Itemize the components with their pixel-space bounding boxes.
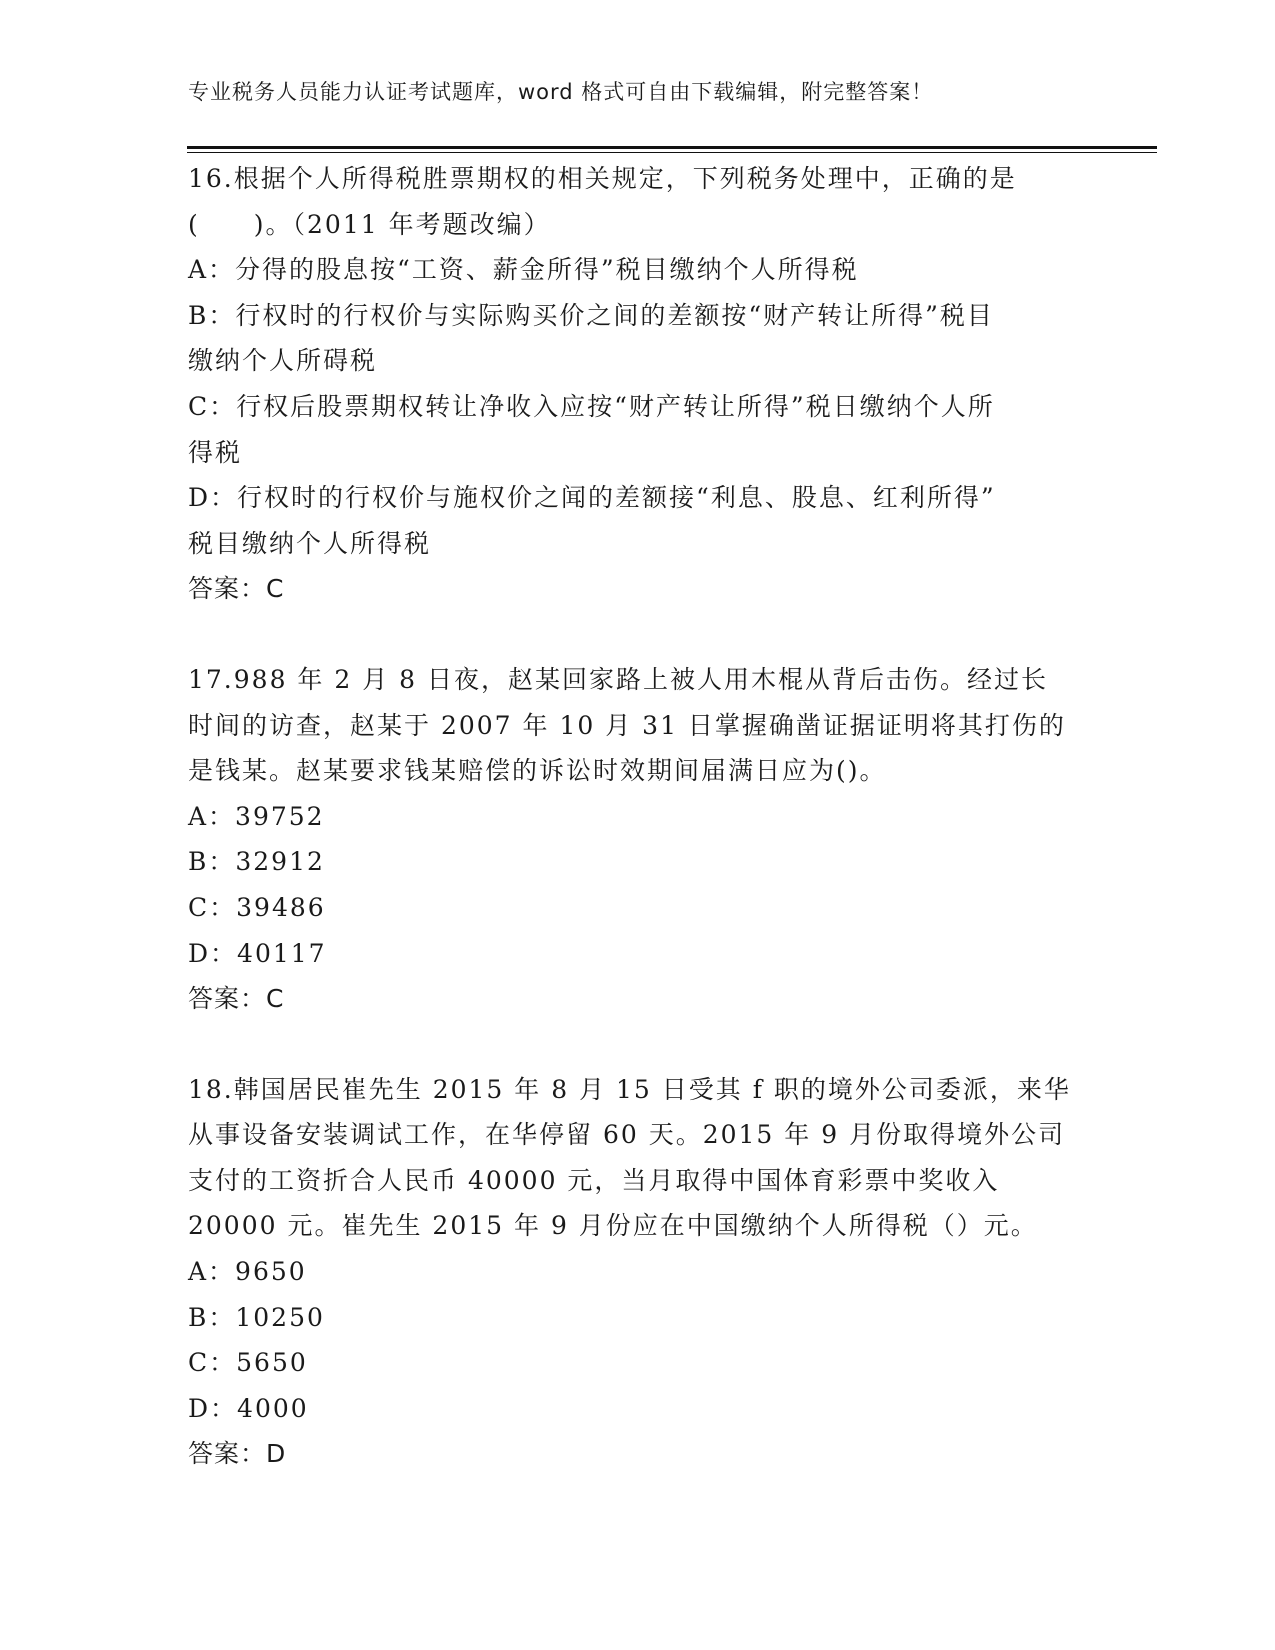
question-17 bbox=[188, 657, 1088, 1022]
option-line: D：40117 bbox=[188, 938, 327, 968]
question-stem-line: 时间的访查，赵某于 2007 年 10 月 31 日掌握确凿证据证明将其打伤的 bbox=[188, 710, 1066, 740]
question-spacer bbox=[188, 612, 1088, 657]
header-rule-thick bbox=[187, 146, 1157, 149]
option-line: 得税 bbox=[188, 437, 243, 467]
answer-line: 答案：D bbox=[188, 1439, 287, 1469]
question-spacer bbox=[188, 1022, 1088, 1067]
question-stem-line: 20000 元。崔先生 2015 年 9 月份应在中国缴纳个人所得税（）元。 bbox=[188, 1211, 1038, 1241]
question-16 bbox=[188, 156, 1088, 612]
option-line: D：行权时的行权价与施权价之闻的差额接“利息、股息、红利所得” bbox=[188, 483, 996, 513]
question-stem-line: 从事设备安装调试工作，在华停留 60 天。2015 年 9 月份取得境外公司 bbox=[188, 1120, 1066, 1150]
option-line: C：39486 bbox=[188, 892, 326, 922]
answer-line: 答案：C bbox=[188, 574, 285, 604]
question-stem-line: 17.988 年 2 月 8 日夜，赵某回家路上被人用木棍从背后击伤。经过长 bbox=[188, 664, 1049, 694]
header-rule-thin bbox=[187, 152, 1157, 153]
option-line: 缴纳个人所碍税 bbox=[188, 346, 378, 376]
question-stem-line: 18.韩国居民崔先生 2015 年 8 月 15 日受其 f 职的境外公司委派，来华 bbox=[188, 1074, 1071, 1104]
option-line: 税目缴纳个人所得税 bbox=[188, 528, 432, 558]
option-line: B：10250 bbox=[188, 1302, 325, 1332]
answer-line: 答案：C bbox=[188, 984, 285, 1014]
option-line: A：9650 bbox=[188, 1257, 307, 1287]
page-header-note: 专业税务人员能力认证考试题库，word 格式可自由下载编辑，附完整答案！ bbox=[188, 80, 934, 104]
question-stem-line: 16.根据个人所得税胜票期权的相关规定，下列税务处理中，正确的是 bbox=[188, 164, 1017, 193]
question-stem-line: 是钱某。赵某要求钱某赔偿的诉讼时效期间届满日应为()。 bbox=[188, 756, 887, 786]
question-list bbox=[188, 156, 1088, 1477]
option-line: B：行权时的行权价与实际购买价之间的差额按“财产转让所得”税目 bbox=[188, 300, 994, 330]
question-stem-line: 支付的工资折合人民币 40000 元，当月取得中国体育彩票中奖收入 bbox=[188, 1165, 1000, 1195]
option-line: B：32912 bbox=[188, 847, 325, 877]
option-line: A：分得的股息按“工资、薪金所得”税目缴纳个人所得税 bbox=[188, 255, 859, 285]
option-line: A：39752 bbox=[188, 801, 325, 831]
option-line: D：4000 bbox=[188, 1393, 309, 1423]
option-line: C：5650 bbox=[188, 1348, 308, 1378]
option-line: C：行权后股票期权转让净收入应按“财产转让所得”税日缴纳个人所 bbox=[188, 391, 995, 421]
question-18 bbox=[188, 1067, 1088, 1477]
question-stem-line: ( )。（2011 年考题改编） bbox=[188, 209, 551, 239]
